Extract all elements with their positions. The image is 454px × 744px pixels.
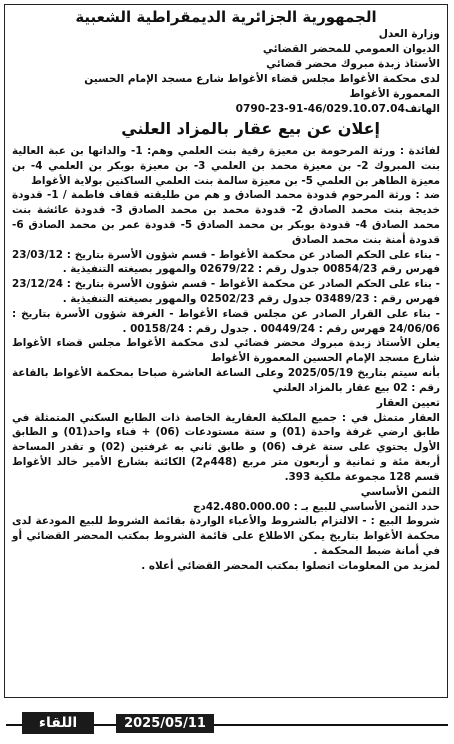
- auction-notice: [4, 4, 448, 698]
- phone-label: الهاتف: [404, 103, 440, 115]
- ministry-line: وزارة العدل: [378, 28, 440, 40]
- judgment-paragraph-2: - بناء على الحكم الصادر عن محكمة الأغواط - قسم شؤون الأسرة بتاريخ : 23/12/24 فهرس رقم : 03489/23 جدول رقم 02502/23 والمهور بصيغته التنفيذية .: [12, 278, 440, 305]
- announcement-paragraph: يعلن الأستاذ زبدة مبروك محضر قضائي لدى محكمة الأغواط مجلس قضاء الأغواط شارع مسجد الإمام الحسين المعمورة الأغواط: [12, 337, 440, 365]
- price-heading: الثمن الأساسي: [360, 485, 440, 498]
- issue-date: 2025/05/11: [116, 714, 214, 733]
- defendants-paragraph: ضد : ورثة المرحوم قدودة محمد الصادق و هم من طليقته قفاف فاطمة / 1- قدودة خديجة بنت محمد الصادق 2- قدودة محمد بن محمد الصادق 3- قدودة عائشة بنت محمد الصادق 4- قدودة بوبكر بن محمد الصادق 5- قدودة عمر بن محمد الصادق 6- قدودة أمنة بنت محمد الصادق: [12, 189, 440, 246]
- phone-number: 0790-23-91-46/029.10.07.04: [235, 103, 405, 115]
- newspaper-brand: اللقاء: [22, 712, 94, 734]
- page-footer: [0, 698, 454, 744]
- bailiff-line: الأستاذ زبدة مبروك محضر قضائي: [266, 58, 440, 70]
- judgment-paragraph-1: - بناء على الحكم الصادر عن محكمة الأغواط - قسم شؤون الأسرة بتاريخ : 23/03/12 فهرس رقم 00854/23 جدول رقم : 02679/22 والمهور بصيغته التنفيذية .: [12, 248, 440, 276]
- republic-heading: الجمهورية الجزائرية الديمقراطية الشعبية: [75, 8, 377, 26]
- town-line: المعمورة الأغواط: [349, 88, 440, 100]
- price-text: حدد الثمن الأساسي للبيع بـ : 42.480.000.00دج: [193, 500, 440, 513]
- property-description: العقار متمثل في : جميع الملكية العقارية الخاصة ذات الطابع السكني المتمثلة في طابق ارضي غرفة واحدة (01) و ستة مستودعات (06) + فناء واحد(01) و الطابق الأول يحتوي على ستة غرف (06) و طابق ثاني به غرفتين (02) و تقدر المساحة أربعة مئة و ثمانية و أربعون متر مربع (448م2) الكائنة بشارع الأمير خالد الأغواط قسم 128 مجموعة ملكية 393.: [12, 411, 441, 483]
- terms-text: شروط البيع : - الالتزام بالشروط والأعباء الواردة بقائمة الشروط للبيع المودعة لدى محكمة الأغواط بتاريخ يمكن الاطلاع على قائمة الشروط بمكتب المحضر القضائي أو في أمانة ضبط المحكمة .: [12, 515, 440, 557]
- notice-title: إعلان عن بيع عقار بالمزاد العلني: [121, 119, 380, 138]
- phone-line: [12, 102, 440, 117]
- court-line: لدى محكمة الأغواط مجلس قضاء الأغواط شارع مسجد الإمام الحسين: [84, 73, 440, 85]
- decision-paragraph: - بناء على القرار الصادر عن مجلس قضاء الأغواط - الغرفة شؤون الأسرة بتاريخ : 24/06/06 فهرس رقم : 00449/24 . جدول رقم : 00158/24 .: [12, 307, 440, 335]
- beneficiaries-paragraph: لفائدة : ورثة المرحومة بن معيزة رقية بنت العلمي وهم: 1- والداتها بن عبة العالية بنت المبروك 2- بن معيزة محمد بن العلمي 3- بن معيزة بوبكر بن العلمي 4- بن معيزة الطاهر بن العلمي 5- بن معيزة سالمة بنت العلمي الساكنين بولاية الأغواط: [12, 145, 440, 187]
- closing-text: لمزيد من المعلومات اتصلوا بمكتب المحضر القضائي أعلاه .: [141, 559, 440, 572]
- sale-date-paragraph: بأنه سيتم بتاريخ 2025/05/19 وعلى الساعة العاشرة صباحا بمحكمة الأغواط بالقاعة رقم : 02 بيع عقار بالمزاد العلني: [12, 366, 441, 394]
- office-line: الديوان العمومي للمحضر القضائي: [262, 43, 440, 55]
- property-heading: تعيين العقار: [376, 396, 440, 409]
